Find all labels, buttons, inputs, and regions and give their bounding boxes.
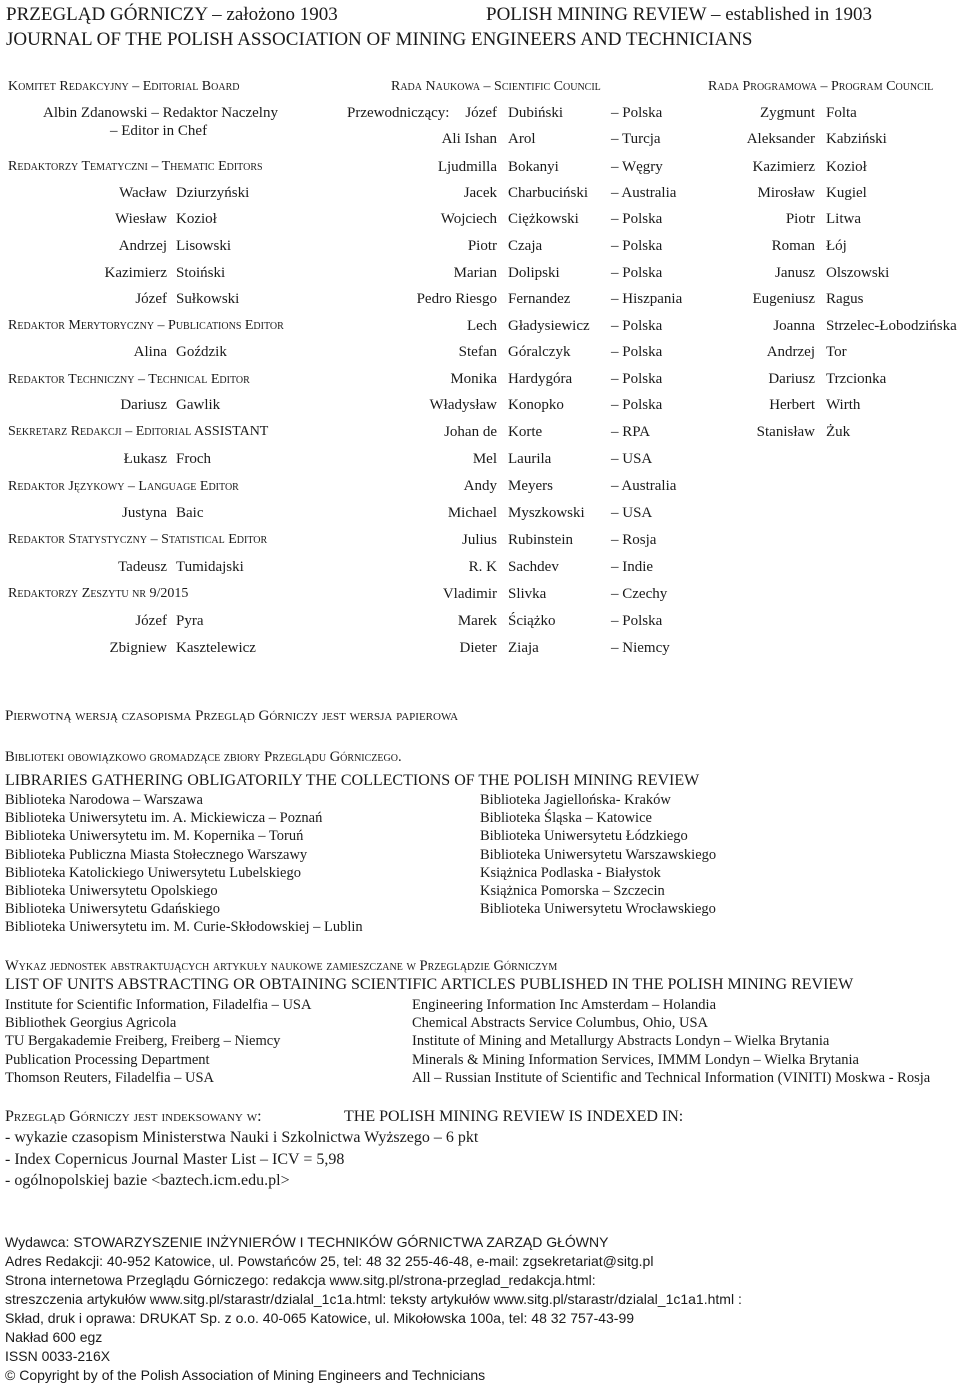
abstracting-unit: Chemical Abstracts Service Columbus, Ohio, USA bbox=[412, 1015, 709, 1032]
council-first-name: Wojciech bbox=[440, 211, 497, 227]
program-first-name: Herbert bbox=[769, 397, 815, 413]
program-first-name: Eugeniusz bbox=[752, 291, 815, 307]
library-item: Biblioteka Jagiellońska- Kraków bbox=[480, 792, 671, 808]
council-last-name: Dolipski bbox=[508, 265, 560, 281]
council-country: – Polska bbox=[611, 265, 663, 281]
library-item: Biblioteka Katolickiego Uniwersytetu Lubelskiego bbox=[5, 864, 301, 881]
program-last-name: Strzelec-Łobodzińska bbox=[826, 318, 957, 334]
library-item: Biblioteka Uniwersytetu Gdańskiego bbox=[5, 901, 221, 918]
program-first-name: Andrzej bbox=[766, 344, 815, 360]
library-item: Biblioteka Uniwersytetu Warszawskiego bbox=[480, 846, 717, 863]
council-last-name: Arol bbox=[508, 131, 536, 147]
library-item: Książnica Podlaska - Białystok bbox=[480, 864, 661, 881]
council-first-name: Monika bbox=[450, 371, 497, 387]
person-first-name: Tadeusz bbox=[118, 559, 167, 575]
council-first-name: Józef bbox=[465, 105, 497, 121]
statistical-editor-heading: Redaktor Statystyczny – Statistical Editor bbox=[8, 532, 268, 547]
abstracting-unit: TU Bergakademie Freiberg, Freiberg – Niemcy bbox=[5, 1033, 281, 1050]
person-last-name: Sułkowski bbox=[176, 291, 240, 307]
abstracting-heading-en: LIST OF UNITS ABSTRACTING OR OBTAINING SCIENTIFIC ARTICLES PUBLISHED IN THE POLISH MINING REVIEW bbox=[5, 976, 854, 993]
council-country: – Australia bbox=[611, 185, 677, 201]
person-last-name: Lisowski bbox=[176, 238, 232, 254]
council-country: – Polska bbox=[611, 211, 663, 227]
program-first-name: Mirosław bbox=[757, 185, 815, 201]
council-first-name: Władysław bbox=[429, 397, 497, 413]
program-last-name: Wirth bbox=[826, 397, 861, 413]
paper-version-note: Pierwotną wersją czasopisma Przegląd Górniczy jest wersja papierowa bbox=[5, 708, 459, 724]
libraries-heading-pl: Biblioteki obowiązkowo gromadzące zbiory Przeglądu Górniczego. bbox=[5, 749, 402, 765]
council-first-name: Michael bbox=[447, 505, 497, 521]
council-last-name: Ściążko bbox=[508, 613, 556, 629]
council-last-name: Ciężkowski bbox=[508, 211, 579, 227]
council-first-name: Julius bbox=[461, 532, 497, 548]
council-last-name: Rubinstein bbox=[508, 532, 574, 548]
publisher-line: streszczenia artykułów www.sitg.pl/starastr/dzialal_1c1a.html: teksty artykułów www.sitg.pl/starastr/dzialal_1c1a1.html : bbox=[5, 1291, 742, 1307]
person-first-name: Zbigniew bbox=[109, 640, 167, 656]
program-first-name: Aleksander bbox=[746, 131, 815, 147]
council-last-name: Góralczyk bbox=[508, 344, 571, 360]
council-first-name: Pedro Riesgo bbox=[416, 291, 497, 307]
scientific-council-heading: Rada Naukowa – Scientific Council bbox=[391, 79, 601, 94]
indexed-item: - wykazie czasopism Ministerstwa Nauki i Szkolnictwa Wyższego – 6 pkt bbox=[5, 1129, 479, 1146]
council-first-name: Marek bbox=[457, 613, 497, 629]
council-country: – USA bbox=[611, 451, 653, 467]
council-last-name: Hardygóra bbox=[508, 371, 573, 387]
indexed-heading-en: THE POLISH MINING REVIEW IS INDEXED IN: bbox=[344, 1108, 684, 1125]
library-item: Biblioteka Uniwersytetu im. A. Mickiewicza – Poznań bbox=[5, 810, 323, 827]
publisher-line: Strona internetowa Przeglądu Górniczego: redakcja www.sitg.pl/strona-przeglad_redakcja.html: bbox=[5, 1272, 596, 1288]
council-last-name: Korte bbox=[508, 424, 543, 440]
publisher-line: ISSN 0033-216X bbox=[5, 1348, 111, 1364]
editorial-board-heading: Komitet Redakcyjny – Editorial Board bbox=[8, 79, 240, 94]
library-item: Biblioteka Uniwersytetu Wrocławskiego bbox=[480, 901, 716, 918]
council-first-name: Vladimir bbox=[442, 586, 497, 602]
libraries-heading-en: LIBRARIES GATHERING OBLIGATORILY THE COLLECTIONS OF THE POLISH MINING REVIEW bbox=[5, 772, 700, 789]
person-first-name: Dariusz bbox=[120, 397, 167, 413]
person-last-name: Froch bbox=[176, 451, 211, 467]
council-country: – RPA bbox=[611, 424, 651, 440]
library-item: Biblioteka Uniwersytetu Opolskiego bbox=[5, 883, 218, 899]
editorial-assistant-heading: Sekretarz Redakcji – Editorial ASSISTANT bbox=[8, 424, 269, 439]
person-first-name: Wiesław bbox=[115, 211, 167, 227]
person-first-name: Justyna bbox=[122, 505, 167, 521]
person-last-name: Goździk bbox=[176, 344, 227, 360]
council-country: – Rosja bbox=[611, 532, 657, 548]
person-last-name: Kozioł bbox=[176, 211, 217, 227]
indexed-heading-pl: Przegląd Górniczy jest indeksowany w: bbox=[5, 1108, 262, 1125]
person-first-name: Józef bbox=[135, 291, 167, 307]
indexed-item: - ogólnopolskiej bazie <baztech.icm.edu.pl> bbox=[5, 1172, 290, 1189]
council-chair-label: Przewodniczący: bbox=[347, 105, 450, 121]
person-first-name: Wacław bbox=[119, 185, 167, 201]
person-last-name: Gawlik bbox=[176, 397, 221, 413]
council-country: – Czechy bbox=[611, 586, 668, 602]
program-last-name: Ragus bbox=[826, 291, 864, 307]
council-country: – Polska bbox=[611, 105, 663, 121]
editor-in-chief-line1: Albin Zdanowski – Redaktor Naczelny bbox=[43, 105, 278, 121]
language-editor-heading: Redaktor Językowy – Language Editor bbox=[8, 479, 239, 494]
council-first-name: Jacek bbox=[463, 185, 497, 201]
program-first-name: Dariusz bbox=[768, 371, 815, 387]
header-title-en: POLISH MINING REVIEW – established in 1903 bbox=[486, 4, 872, 25]
abstracting-heading-pl: Wykaz jednostek abstraktujących artykuły naukowe zamieszczane w Przeglądzie Górniczym bbox=[5, 958, 558, 974]
council-country: – Niemcy bbox=[611, 640, 670, 656]
library-item: Biblioteka Uniwersytetu im. M. Curie-Skłodowskiej – Lublin bbox=[5, 919, 363, 936]
council-country: – Polska bbox=[611, 238, 663, 254]
council-last-name: Ziaja bbox=[508, 640, 539, 656]
council-country: – Polska bbox=[611, 371, 663, 387]
program-last-name: Kugiel bbox=[826, 185, 867, 201]
program-council-heading: Rada Programowa – Program Council bbox=[708, 79, 934, 94]
program-first-name: Stanisław bbox=[756, 424, 815, 440]
person-last-name: Kasztelewicz bbox=[176, 640, 256, 656]
publications-editor-heading: Redaktor Merytoryczny – Publications Editor bbox=[8, 318, 284, 333]
publisher-line: © Copyright by of the Polish Association of Mining Engineers and Technicians bbox=[5, 1367, 486, 1383]
council-last-name: Meyers bbox=[508, 478, 553, 494]
person-last-name: Pyra bbox=[176, 613, 204, 629]
council-country: – Australia bbox=[611, 478, 677, 494]
abstracting-unit: Engineering Information Inc Amsterdam – Holandia bbox=[412, 997, 717, 1013]
council-country: – Turcja bbox=[611, 131, 661, 147]
technical-editor-heading: Redaktor Techniczny – Technical Editor bbox=[8, 372, 250, 387]
council-last-name: Slivka bbox=[508, 586, 547, 602]
council-first-name: Stefan bbox=[458, 344, 497, 360]
council-last-name: Sachdev bbox=[508, 559, 559, 575]
person-last-name: Baic bbox=[176, 505, 204, 521]
program-last-name: Olszowski bbox=[826, 265, 890, 281]
council-first-name: Ali Ishan bbox=[441, 131, 497, 147]
program-first-name: Piotr bbox=[785, 211, 815, 227]
person-first-name: Alina bbox=[133, 344, 167, 360]
council-last-name: Konopko bbox=[508, 397, 564, 413]
council-last-name: Czaja bbox=[508, 238, 543, 254]
council-first-name: Lech bbox=[467, 318, 497, 334]
person-first-name: Łukasz bbox=[123, 451, 167, 467]
council-last-name: Myszkowski bbox=[508, 505, 585, 521]
council-country: – Polska bbox=[611, 344, 663, 360]
council-last-name: Bokanyi bbox=[508, 159, 559, 175]
council-country: – Węgry bbox=[611, 159, 663, 175]
council-last-name: Laurila bbox=[508, 451, 552, 467]
person-last-name: Stoiński bbox=[176, 265, 226, 281]
library-item: Biblioteka Śląska – Katowice bbox=[480, 810, 652, 827]
publisher-line: Skład, druk i oprawa: DRUKAT Sp. z o.o. 40-065 Katowice, ul. Mikołowska 100a, tel: 48 32 757-43-99 bbox=[5, 1310, 635, 1326]
council-last-name: Gładysiewicz bbox=[508, 318, 590, 334]
program-last-name: Kabziński bbox=[826, 131, 887, 147]
council-first-name: Marian bbox=[453, 265, 497, 281]
library-item: Biblioteka Narodowa – Warszawa bbox=[5, 792, 203, 808]
publisher-line: Nakład 600 egz bbox=[5, 1329, 103, 1345]
council-first-name: Johan de bbox=[444, 424, 497, 440]
council-country: – USA bbox=[611, 505, 653, 521]
person-last-name: Dziurzyński bbox=[176, 185, 250, 201]
header-journal-line: JOURNAL OF THE POLISH ASSOCIATION OF MINING ENGINEERS AND TECHNICIANS bbox=[6, 29, 753, 50]
council-country: – Hiszpania bbox=[611, 291, 683, 307]
council-last-name: Charbuciński bbox=[508, 185, 588, 201]
abstracting-unit: Publication Processing Department bbox=[5, 1051, 210, 1068]
council-country: – Polska bbox=[611, 613, 663, 629]
indexed-item: - Index Copernicus Journal Master List – ICV = 5,98 bbox=[5, 1150, 345, 1168]
abstracting-unit: Institute of Mining and Metallurgy Abstracts Londyn – Wielka Brytania bbox=[412, 1033, 830, 1050]
program-first-name: Janusz bbox=[775, 265, 815, 281]
person-last-name: Tumidajski bbox=[176, 559, 244, 575]
program-first-name: Kazimierz bbox=[752, 159, 815, 175]
program-first-name: Zygmunt bbox=[760, 105, 815, 121]
council-first-name: Mel bbox=[472, 451, 497, 467]
header-title-pl: PRZEGLĄD GÓRNICZY – założono 1903 bbox=[6, 4, 338, 25]
person-first-name: Józef bbox=[135, 613, 167, 629]
council-last-name: Fernandez bbox=[508, 291, 571, 307]
abstracting-unit: All – Russian Institute of Scientific and Technical Information (VINITI) Moskwa - Rosja bbox=[412, 1069, 931, 1086]
person-first-name: Kazimierz bbox=[104, 265, 167, 281]
library-item: Biblioteka Uniwersytetu im. M. Kopernika – Toruń bbox=[5, 828, 304, 845]
abstracting-unit: Institute for Scientific Information, Filadelfia – USA bbox=[5, 997, 312, 1013]
council-first-name: Piotr bbox=[467, 238, 497, 254]
publisher-line: Adres Redakcji: 40-952 Katowice, ul. Powstańców 25, tel: 48 32 255-46-48, e-mail: zgsekretariat@sitg.pl bbox=[5, 1253, 654, 1269]
library-item: Biblioteka Uniwersytetu Łódzkiego bbox=[480, 828, 688, 845]
council-country: – Polska bbox=[611, 397, 663, 413]
program-last-name: Kozioł bbox=[826, 159, 867, 175]
editor-in-chief-line2: – Editor in Chef bbox=[110, 123, 208, 139]
person-first-name: Andrzej bbox=[118, 238, 167, 254]
program-last-name: Folta bbox=[826, 105, 857, 121]
council-country: – Indie bbox=[611, 559, 654, 575]
program-last-name: Tor bbox=[826, 344, 847, 360]
library-item: Biblioteka Publiczna Miasta Stołecznego Warszawy bbox=[5, 846, 308, 863]
abstracting-unit: Thomson Reuters, Filadelfia – USA bbox=[5, 1069, 215, 1086]
library-item: Książnica Pomorska – Szczecin bbox=[480, 883, 665, 899]
council-first-name: Dieter bbox=[459, 640, 497, 656]
abstracting-unit: Bibliothek Georgius Agricola bbox=[5, 1015, 177, 1032]
issue-editors-heading: Redaktorzy Zeszytu nr 9/2015 bbox=[8, 586, 189, 601]
council-country: – Polska bbox=[611, 318, 663, 334]
council-last-name: Dubiński bbox=[508, 105, 564, 121]
program-last-name: Litwa bbox=[826, 211, 861, 227]
program-first-name: Roman bbox=[771, 238, 815, 254]
council-first-name: Andy bbox=[463, 478, 497, 494]
program-last-name: Łój bbox=[826, 238, 847, 254]
thematic-editors-heading: Redaktorzy Tematyczni – Thematic Editors bbox=[8, 159, 263, 174]
program-last-name: Żuk bbox=[826, 424, 851, 440]
program-first-name: Joanna bbox=[773, 318, 815, 334]
council-first-name: Ljudmilla bbox=[437, 159, 497, 175]
program-last-name: Trzcionka bbox=[826, 371, 887, 387]
abstracting-unit: Minerals & Mining Information Services, IMMM Londyn – Wielka Brytania bbox=[412, 1051, 859, 1068]
council-first-name: R. K bbox=[468, 559, 497, 575]
publisher-line: Wydawca: STOWARZYSZENIE INŻYNIERÓW I TECHNIKÓW GÓRNICTWA ZARZĄD GŁÓWNY bbox=[5, 1234, 609, 1250]
